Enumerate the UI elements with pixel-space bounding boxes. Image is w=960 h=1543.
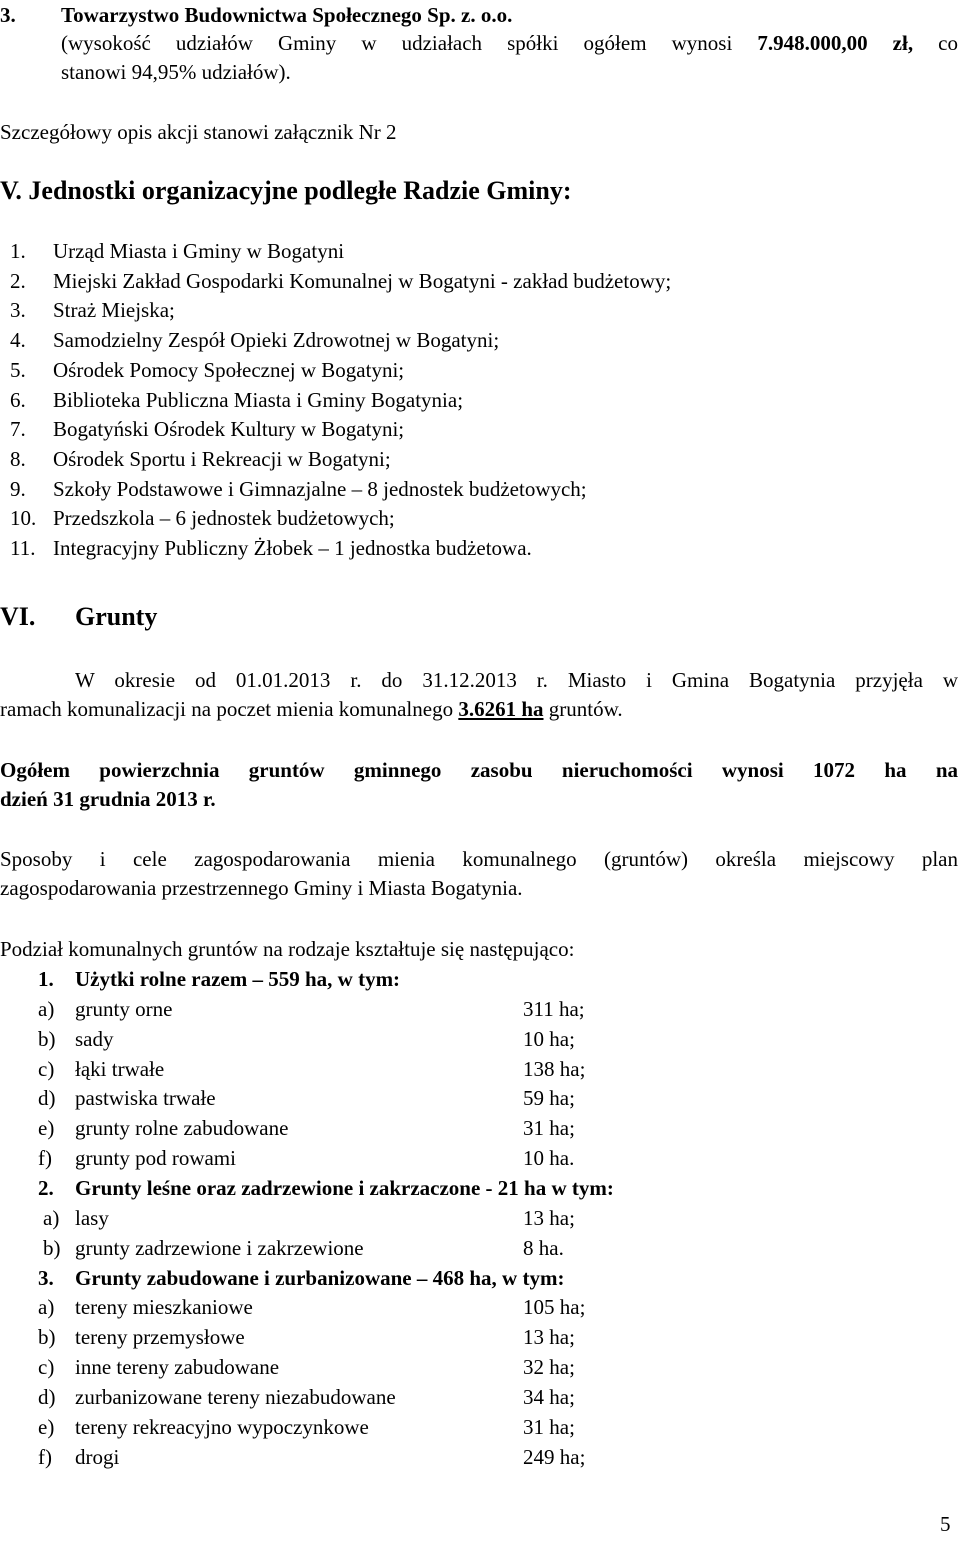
section-v-item-number: 3. [10, 298, 26, 323]
land-item-letter: b) [38, 1026, 56, 1051]
section-v-item-text: Ośrodek Pomocy Społecznej w Bogatyni; [53, 357, 405, 382]
land-item-letter: e) [38, 1414, 55, 1439]
land-item-value: 138 ha; [523, 1056, 586, 1081]
vi-p1-pre: ramach komunalizacji na poczet mienia komunalnego [0, 697, 459, 721]
vi-paragraph3-line2: zagospodarowania przestrzennego Gminy i Miasta Bogatynia. [0, 876, 523, 900]
land-group-heading [0, 1173, 960, 1203]
vi-paragraph1-line1: W okresie od 01.01.2013 r. do 31.12.2013 r. Miasto i Gmina Bogatynia przyjęła w [75, 668, 958, 692]
section-v-item-text: Biblioteka Publiczna Miasta i Gminy Bogatynia; [53, 387, 464, 412]
section-vi-title: Grunty [75, 602, 158, 631]
land-item-letter: c) [38, 1355, 55, 1380]
section-v-item-number: 2. [10, 268, 26, 293]
land-item-letter: f) [38, 1146, 52, 1171]
sec3-line1-post: co [913, 31, 958, 55]
land-item-name: tereny rekreacyjno wypoczynkowe [75, 1414, 369, 1439]
land-group-number: 3. [38, 1265, 54, 1290]
land-item [0, 1054, 960, 1084]
sec3-title: Towarzystwo Budownictwa Społecznego Sp. z. o.o. [61, 3, 513, 27]
vi-paragraph2-line1: Ogółem powierzchnia gruntów gminnego zasobu nieruchomości wynosi 1072 ha na [0, 758, 958, 782]
land-item-letter: a) [38, 1295, 55, 1320]
land-item [0, 1412, 960, 1442]
land-item-value: 13 ha; [523, 1325, 575, 1350]
land-item [0, 1352, 960, 1382]
land-item-value: 249 ha; [523, 1444, 586, 1469]
section-v-item-number: 1. [10, 239, 26, 263]
land-item [0, 1083, 960, 1113]
section-v-item-text: Przedszkola – 6 jednostek budżetowych; [53, 506, 395, 531]
section-v-item [0, 355, 960, 385]
land-group-title: Użytki rolne razem – 559 ha, w tym: [75, 967, 401, 991]
section-v-item-text: Ośrodek Sportu i Rekreacji w Bogatyni; [53, 446, 391, 471]
land-item-name: grunty pod rowami [75, 1146, 236, 1171]
land-item-name: lasy [75, 1205, 109, 1230]
land-item-value: 13 ha; [523, 1205, 575, 1230]
section-v-item-number: 10. [10, 506, 37, 531]
land-item-value: 10 ha; [523, 1026, 575, 1051]
section-v-item-text: Straż Miejska; [53, 298, 175, 323]
land-item-name: inne tereny zabudowane [75, 1355, 280, 1380]
land-item [0, 1113, 960, 1143]
land-item-name: pastwiska trwałe [75, 1086, 216, 1111]
land-item-name: tereny mieszkaniowe [75, 1295, 253, 1320]
section-v-item [0, 385, 960, 415]
section-v-item-text: Samodzielny Zespół Opieki Zdrowotnej w Bogatyni; [53, 328, 500, 353]
section-v-item-number: 7. [10, 417, 26, 442]
land-item-value: 105 ha; [523, 1295, 586, 1320]
section-v-item [0, 295, 960, 325]
land-group-title: Grunty zabudowane i zurbanizowane – 468 ha, w tym: [75, 1265, 565, 1290]
section-v-item-number: 8. [10, 446, 26, 471]
section-v-item [0, 444, 960, 474]
land-item-value: 32 ha; [523, 1355, 575, 1380]
section-v-item [0, 414, 960, 444]
land-item-letter: e) [38, 1116, 55, 1141]
section-v-item-text: Integracyjny Publiczny Żłobek – 1 jednostka budżetowa. [53, 536, 532, 560]
section-v-item [0, 533, 960, 563]
land-item-letter: a) [43, 1205, 60, 1230]
land-group-heading [0, 1263, 960, 1293]
sec3-amount: 7.948.000,00 zł, [757, 31, 914, 55]
section-v-heading: V. Jednostki organizacyjne podległe Radzie Gminy: [0, 176, 572, 205]
land-item-value: 8 ha. [523, 1235, 564, 1260]
land-item [0, 1203, 960, 1233]
section-v-item [0, 266, 960, 296]
land-item [0, 1292, 960, 1322]
land-item [0, 1143, 960, 1173]
section-v-item [0, 236, 960, 266]
land-item [0, 1442, 960, 1472]
page-number: 5 [940, 1512, 951, 1536]
section-v-item-text: Szkoły Podstawowe i Gimnazjalne – 8 jednostek budżetowych; [53, 476, 587, 501]
section-v-item-number: 9. [10, 476, 26, 501]
section-v-item-text: Urząd Miasta i Gminy w Bogatyni [53, 239, 345, 263]
land-item-letter: b) [38, 1325, 56, 1350]
land-item-letter: f) [38, 1444, 52, 1469]
land-item-letter: d) [38, 1086, 56, 1111]
section-v-item [0, 474, 960, 504]
land-item [0, 1233, 960, 1263]
land-item-value: 10 ha. [523, 1146, 575, 1171]
land-item [0, 1382, 960, 1412]
section-v-item-text: Miejski Zakład Gospodarki Komunalnej w Bogatyni - zakład budżetowy; [53, 268, 672, 293]
land-item-name: drogi [75, 1444, 120, 1469]
sec3-line1 [61, 28, 958, 58]
land-item-letter: c) [38, 1056, 55, 1081]
vi-paragraph4: Podział komunalnych gruntów na rodzaje kształtuje się następująco: [0, 937, 575, 961]
land-item-value: 31 ha; [523, 1116, 575, 1141]
land-item-name: tereny przemysłowe [75, 1325, 245, 1350]
land-group-title: Grunty leśne oraz zadrzewione i zakrzaczone - 21 ha w tym: [75, 1175, 614, 1200]
section-v-item [0, 503, 960, 533]
land-item [0, 1024, 960, 1054]
land-item-name: grunty rolne zabudowane [75, 1116, 289, 1141]
land-item-name: zurbanizowane tereny niezabudowane [75, 1384, 396, 1409]
land-item [0, 994, 960, 1024]
sec3-line1-pre: (wysokość udziałów Gminy w udziałach spółki ogółem wynosi [61, 31, 758, 55]
section-v-item-number: 11. [10, 536, 36, 560]
land-item-value: 311 ha; [523, 996, 585, 1021]
section-v-item-number: 6. [10, 387, 26, 412]
land-item-letter: a) [38, 996, 55, 1021]
land-item-value: 31 ha; [523, 1414, 575, 1439]
vi-p1-area: 3.6261 ha [458, 697, 544, 721]
section-v-item-text: Bogatyński Ośrodek Kultury w Bogatyni; [53, 417, 405, 442]
section-v-item-number: 5. [10, 357, 26, 382]
section-vi-number: VI. [0, 602, 36, 631]
land-item-letter: d) [38, 1384, 56, 1409]
land-item-value: 59 ha; [523, 1086, 575, 1111]
vi-paragraph1-line2 [0, 694, 623, 724]
land-item-name: sady [75, 1026, 114, 1051]
land-item-name: łąki trwałe [75, 1056, 165, 1081]
vi-p1-post: gruntów. [543, 697, 623, 721]
land-item-name: grunty zadrzewione i zakrzewione [75, 1235, 364, 1260]
attachment-note: Szczegółowy opis akcji stanowi załącznik Nr 2 [0, 120, 397, 144]
section-v-item [0, 325, 960, 355]
land-group-number: 2. [38, 1175, 54, 1200]
land-item [0, 1322, 960, 1352]
land-group-heading [0, 964, 960, 994]
vi-paragraph3-line1: Sposoby i cele zagospodarowania mienia komunalnego (gruntów) określa miejscowy plan [0, 847, 958, 871]
vi-paragraph2-line2: dzień 31 grudnia 2013 r. [0, 787, 216, 811]
land-group-number: 1. [38, 967, 54, 991]
section-v-item-number: 4. [10, 328, 26, 353]
land-item-letter: b) [43, 1235, 61, 1260]
land-item-name: grunty orne [75, 996, 173, 1021]
sec3-number: 3. [0, 3, 16, 27]
land-item-value: 34 ha; [523, 1384, 575, 1409]
sec3-line2: stanowi 94,95% udziałów). [61, 60, 291, 84]
